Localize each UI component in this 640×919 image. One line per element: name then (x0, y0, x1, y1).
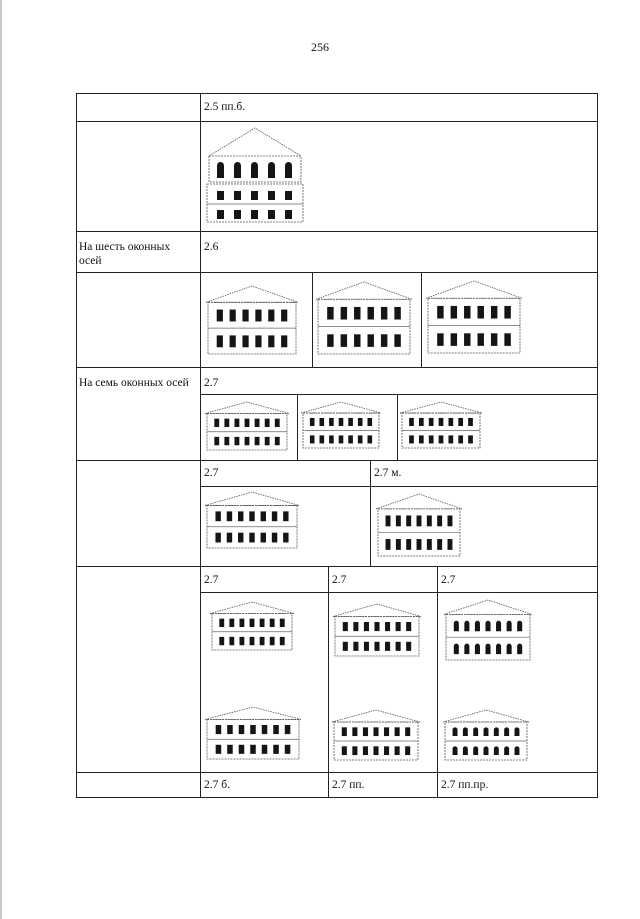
facade-window (285, 162, 292, 178)
facade-window (229, 637, 234, 645)
page-number: 256 (311, 40, 329, 54)
facade-window (367, 307, 373, 320)
facade-window (352, 746, 357, 755)
facade-window (261, 511, 266, 521)
facade-window (396, 515, 401, 526)
table-rule (328, 566, 329, 798)
facade-window (458, 435, 463, 443)
facade-window (242, 335, 248, 347)
table-rule (76, 121, 598, 122)
facade-window (245, 437, 250, 445)
facade-window (227, 725, 233, 734)
facade-window (238, 533, 243, 543)
facade-window (363, 727, 368, 736)
row-header: 2.7 (332, 574, 347, 586)
facade-window (272, 511, 277, 521)
facade-window (517, 621, 522, 631)
facade-window (364, 642, 369, 651)
facade-2-7-m-drawing (376, 494, 462, 556)
row-header: 2.7 пп.пр. (441, 779, 489, 791)
facade-window (464, 644, 469, 654)
facade-window (429, 435, 434, 443)
table-rule (597, 93, 598, 798)
facade-window (227, 511, 232, 521)
facade-window (405, 727, 410, 736)
facade-roof (205, 492, 299, 505)
facade-window (285, 725, 291, 734)
facade-window (374, 622, 379, 631)
facade-window (262, 725, 268, 734)
facade-window (395, 727, 400, 736)
facade-window (475, 621, 480, 631)
facade-window (219, 637, 224, 645)
facade-window (270, 619, 275, 627)
facade-window (417, 539, 422, 550)
facade-window (475, 644, 480, 654)
facade-window (381, 334, 387, 347)
table-rule (76, 772, 598, 773)
row-header: 2.7 (204, 574, 219, 586)
facade-window (261, 533, 266, 543)
facade-window (240, 619, 245, 627)
facade-window (339, 435, 344, 443)
facade-window (373, 727, 378, 736)
facade-roof (332, 710, 420, 722)
facade-window (255, 335, 261, 347)
facade-window (273, 725, 279, 734)
facade-window (255, 419, 260, 427)
facade-window (406, 622, 411, 631)
facade-window (310, 435, 315, 443)
facade-window (386, 515, 391, 526)
facade-window (496, 644, 501, 654)
facade-window (484, 727, 489, 736)
facade-window (265, 437, 270, 445)
table-rule (200, 486, 598, 487)
facade-window (396, 642, 401, 651)
table-rule (200, 93, 201, 798)
facade-window (329, 418, 334, 426)
facade-window (214, 437, 219, 445)
facade-window (427, 515, 432, 526)
facade-window (250, 725, 256, 734)
facade-window (342, 727, 347, 736)
facade-window (374, 642, 379, 651)
facade-window (260, 637, 265, 645)
facade-window (463, 746, 468, 755)
facade-window (250, 619, 255, 627)
facade-window (249, 511, 254, 521)
facade-window (245, 419, 250, 427)
facade-window (268, 310, 274, 322)
facade-window (268, 335, 274, 347)
facade-window (227, 533, 232, 543)
row-header: 2.7 (441, 574, 456, 586)
facade-window (473, 746, 478, 755)
facade-window (234, 162, 241, 178)
facade-roof (205, 707, 301, 719)
facade-window (409, 418, 414, 426)
facade-window (342, 746, 347, 755)
facade-window (507, 644, 512, 654)
facade-window (437, 539, 442, 550)
facade-window (354, 307, 360, 320)
facade-window (406, 515, 411, 526)
table-rule (421, 272, 422, 367)
facade-window (251, 210, 258, 219)
facade-window (367, 418, 372, 426)
facade-window (437, 306, 443, 319)
facade-window (491, 306, 497, 319)
facade-2-7-pp-bottom-drawing (332, 710, 420, 760)
facade-2-6-c-drawing (426, 281, 522, 353)
facade-roof (333, 604, 421, 616)
row-header: 2.7 (204, 467, 219, 479)
facade-window (343, 622, 348, 631)
facade-2-7-pp-pr-top-drawing (444, 600, 532, 660)
facade-window (215, 511, 220, 521)
facade-window (363, 746, 368, 755)
facade-window (217, 191, 224, 200)
facade-2-6-a-drawing (206, 286, 298, 354)
facade-window (385, 622, 390, 631)
facade-window (250, 745, 256, 754)
facade-window (451, 306, 457, 319)
facade-window (255, 437, 260, 445)
facade-window (358, 435, 363, 443)
facade-window (352, 727, 357, 736)
facade-window (341, 307, 347, 320)
facade-window (240, 637, 245, 645)
facade-roof (209, 128, 301, 156)
facade-window (235, 419, 240, 427)
facade-window (239, 725, 245, 734)
facade-window (484, 746, 489, 755)
facade-window (439, 418, 444, 426)
facade-window (464, 306, 470, 319)
facade-window (219, 619, 224, 627)
facade-window (517, 644, 522, 654)
facade-window (229, 619, 234, 627)
facade-window (453, 746, 458, 755)
table-rule (297, 394, 298, 460)
facade-window (485, 644, 490, 654)
facade-window (473, 727, 478, 736)
facade-window (217, 335, 223, 347)
facade-window (283, 533, 288, 543)
facade-window (454, 644, 459, 654)
facade-window (447, 515, 452, 526)
facade-window (268, 162, 275, 178)
facade-window (464, 621, 469, 631)
facade-window (348, 418, 353, 426)
facade-window (327, 307, 333, 320)
facade-window (285, 745, 291, 754)
facade-window (238, 511, 243, 521)
facade-window (514, 746, 519, 755)
table-rule (370, 460, 371, 566)
facade-window (265, 419, 270, 427)
facade-roof (301, 402, 381, 413)
facade-window (217, 310, 223, 322)
facade-window (329, 435, 334, 443)
table-rule (76, 93, 598, 94)
facade-roof (205, 402, 289, 414)
facade-window (275, 437, 280, 445)
facade-window (250, 637, 255, 645)
facade-window (327, 334, 333, 347)
table-rule (437, 566, 438, 798)
facade-2-7-b-top-drawing (210, 602, 294, 650)
facade-window (281, 310, 287, 322)
facade-window (283, 511, 288, 521)
facade-window (358, 418, 363, 426)
facade-window (451, 333, 457, 346)
facade-window (251, 162, 258, 178)
facade-window (396, 539, 401, 550)
facade-window (448, 435, 453, 443)
facade-window (437, 333, 443, 346)
facade-window (504, 306, 510, 319)
facade-window (215, 533, 220, 543)
facade-window (364, 622, 369, 631)
facade-window (224, 419, 229, 427)
facade-roof (376, 494, 462, 509)
table-rule (76, 460, 598, 461)
facade-window (494, 746, 499, 755)
facade-window (262, 745, 268, 754)
facade-window (507, 621, 512, 631)
table-rule (76, 797, 598, 798)
facade-window (353, 642, 358, 651)
facade-window (439, 435, 444, 443)
facade-window (216, 725, 222, 734)
row-header: 2.7 (204, 377, 219, 389)
facade-roof (443, 710, 529, 722)
facade-window (447, 539, 452, 550)
facade-window (494, 727, 499, 736)
table-rule (76, 566, 598, 567)
facade-roof (444, 600, 532, 614)
facade-window (255, 310, 261, 322)
facade-window (280, 637, 285, 645)
facade-roof (206, 286, 298, 302)
facade-window (217, 162, 224, 178)
facade-window (319, 418, 324, 426)
facade-window (454, 621, 459, 631)
table-rule (312, 272, 313, 367)
facade-window (273, 745, 279, 754)
row-header: 2.5 пп.б. (204, 101, 246, 113)
facade-window (504, 746, 509, 755)
facade-roof (316, 282, 412, 299)
facade-window (514, 727, 519, 736)
facade-window (468, 435, 473, 443)
facade-2-7-pp-pr-bottom-drawing (443, 710, 529, 760)
facade-window (285, 191, 292, 200)
facade-window (367, 435, 372, 443)
facade-2-7-d-drawing (205, 492, 299, 548)
facade-window (235, 437, 240, 445)
facade-window (406, 642, 411, 651)
facade-2-7-b-drawing (301, 402, 381, 448)
facade-window (384, 727, 389, 736)
facade-window (458, 418, 463, 426)
facade-window (234, 191, 241, 200)
facade-roof (210, 602, 294, 614)
facade-window (251, 191, 258, 200)
facade-window (373, 746, 378, 755)
facade-window (268, 191, 275, 200)
facade-window (464, 333, 470, 346)
facade-window (285, 210, 292, 219)
facade-window (339, 418, 344, 426)
facade-2-7-b-bottom-drawing (205, 707, 301, 759)
facade-window (348, 435, 353, 443)
facade-window (477, 333, 483, 346)
facade-window (381, 307, 387, 320)
facade-window (343, 642, 348, 651)
row-header: 2.7 м. (374, 467, 402, 479)
facade-window (384, 746, 389, 755)
facade-window (496, 621, 501, 631)
facade-window (396, 622, 401, 631)
facade-window (270, 637, 275, 645)
facade-window (242, 310, 248, 322)
row-label: На шесть оконных осей (79, 241, 171, 267)
facade-window (437, 515, 442, 526)
facade-window (405, 746, 410, 755)
facade-window (429, 418, 434, 426)
facade-window (268, 210, 275, 219)
facade-window (260, 619, 265, 627)
facade-window (216, 745, 222, 754)
facade-window (477, 306, 483, 319)
facade-window (367, 334, 373, 347)
facade-window (453, 727, 458, 736)
facade-window (214, 419, 219, 427)
facade-window (406, 539, 411, 550)
table-rule (200, 592, 598, 593)
facade-2-5-pp-b-drawing (205, 128, 305, 222)
facade-window (319, 435, 324, 443)
facade-window (504, 727, 509, 736)
facade-roof (400, 402, 482, 413)
table-rule (76, 231, 598, 232)
facade-window (234, 210, 241, 219)
facade-window (230, 310, 236, 322)
facade-window (448, 418, 453, 426)
facade-window (310, 418, 315, 426)
facade-2-7-a-drawing (205, 402, 289, 450)
facade-window (249, 533, 254, 543)
facade-window (419, 418, 424, 426)
facade-window (485, 621, 490, 631)
facade-window (468, 418, 473, 426)
row-label: На семь оконных осей (79, 377, 189, 389)
facade-window (353, 622, 358, 631)
facade-window (463, 727, 468, 736)
facade-window (394, 334, 400, 347)
facade-2-6-b-drawing (316, 282, 412, 354)
facade-window (409, 435, 414, 443)
facade-window (427, 539, 432, 550)
facade-window (224, 437, 229, 445)
facade-window (272, 533, 277, 543)
table-rule (76, 272, 598, 273)
facade-window (491, 333, 497, 346)
facade-window (504, 333, 510, 346)
facade-window (281, 335, 287, 347)
facade-window (230, 335, 236, 347)
facade-2-7-c-drawing (400, 402, 482, 448)
table-rule (200, 394, 598, 395)
facade-window (227, 745, 233, 754)
facade-roof (426, 281, 522, 298)
facade-window (239, 745, 245, 754)
facade-window (386, 539, 391, 550)
row-header: 2.7 пп. (332, 779, 365, 791)
facade-window (394, 307, 400, 320)
facade-window (280, 619, 285, 627)
row-header: 2.7 б. (204, 779, 230, 791)
facade-window (395, 746, 400, 755)
row-header: 2.6 (204, 241, 219, 253)
table-rule (76, 93, 77, 798)
facade-window (417, 515, 422, 526)
table-rule (76, 367, 598, 368)
facade-window (275, 419, 280, 427)
facade-2-7-pp-top-drawing (333, 604, 421, 656)
facade-window (385, 642, 390, 651)
facade-window (419, 435, 424, 443)
facade-window (354, 334, 360, 347)
facade-window (341, 334, 347, 347)
table-rule (397, 394, 398, 460)
facade-window (217, 210, 224, 219)
